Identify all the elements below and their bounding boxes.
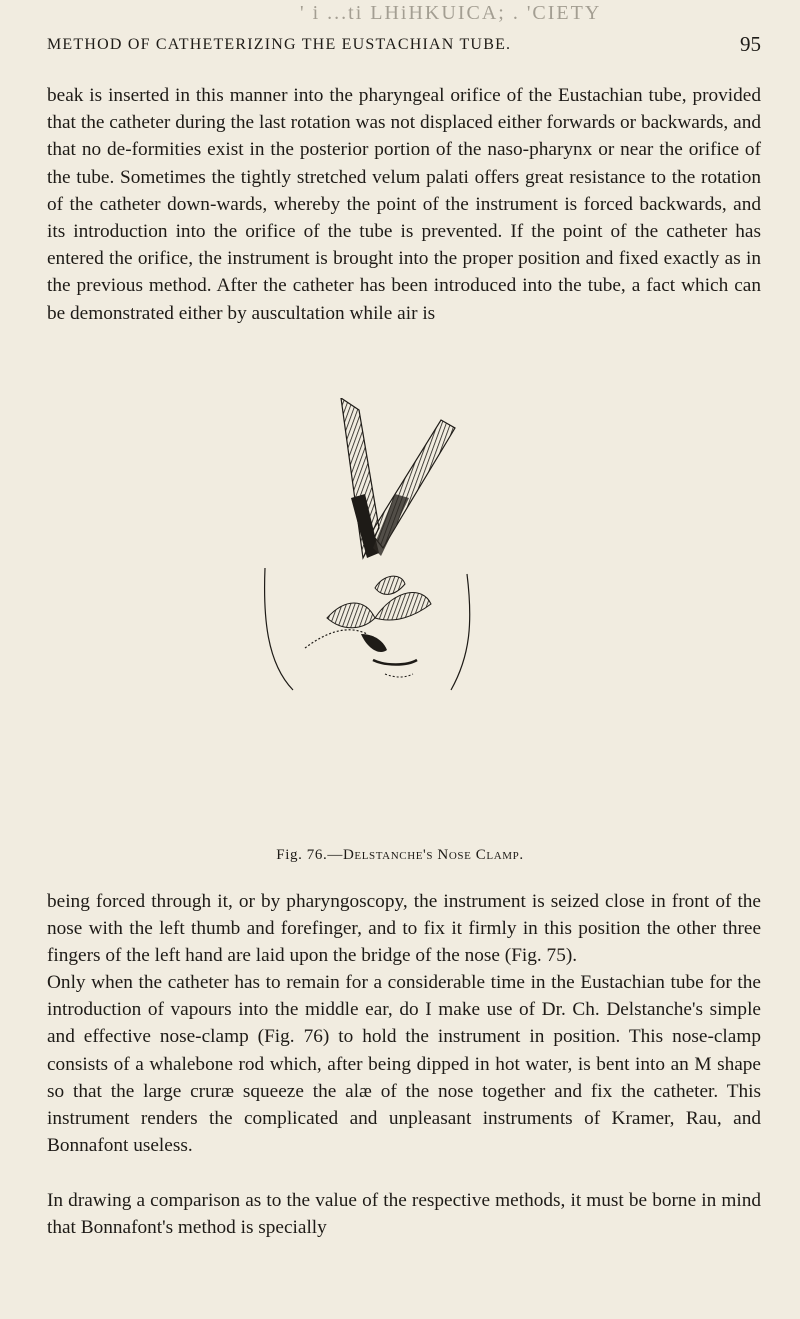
nose-outline (265, 568, 470, 690)
clamp-lower-body (327, 576, 431, 677)
running-header (47, 30, 761, 60)
clamp-upper-v (341, 398, 455, 558)
paragraph-3: Only when the catheter has to remain for a considerable time in the Eustachian tube for the introduction of vapours into the middle ear, do I make use of Dr. Ch. Delstanche's simple and effective nose-clamp (Fig. 76) to hold the instrument in position. This nose-clamp consists of a whalebone rod which, after being dipped in hot water, is bent into an M shape so that the large cruræ squeeze the alæ of the nose together and fix the catheter. This instrument renders the complicated and unpleasant instruments of Kramer, Rau, and Bonnafont useless. (47, 972, 761, 1157)
figure-label: Fig. 76. (276, 847, 328, 863)
library-stamp: ' i ...ti LHiHKUICA; . 'CIETY (300, 2, 602, 24)
figure-caption (0, 847, 800, 864)
paragraph-4: In drawing a comparison as to the value of the respective methods, it must be borne in mind that Bonnafont's method is specially (47, 1190, 761, 1239)
figure-title: —Delstanche's Nose Clamp. (327, 847, 524, 863)
paragraph-1: beak is inserted in this manner into the pharyngeal orifice of the Eustachian tube, provided that the catheter during the last rotation was not displaced either forwards or backwards, and that no de-formities exist in the posterior portion of the naso-pharynx or near the orifice of the tube. Sometimes the tightly stretched velum palati offers great resistance to the rotation of the catheter down-wards, whereby the point of the instrument is forced backwards, and its introduction into the orifice of the tube is prevented. If the point of the catheter has entered the orifice, the instrument is brought into the proper position and fixed exactly as in the previous method. After the catheter has been introduced into the tube, a fact which can be demonstrated either by auscultation while air is (47, 85, 761, 324)
nose-clamp-illustration (255, 398, 485, 698)
page-number: 95 (740, 32, 761, 56)
paragraph-2: being forced through it, or by pharyngoscopy, the instrument is seized close in front of the nose with the left thumb and forefinger, and to fix it firmly in this position the other three fingers of the left hand are laid upon the bridge of the nose (Fig. 75). (47, 891, 761, 967)
running-title: METHOD OF CATHETERIZING THE EUSTACHIAN TUBE. (47, 36, 512, 53)
